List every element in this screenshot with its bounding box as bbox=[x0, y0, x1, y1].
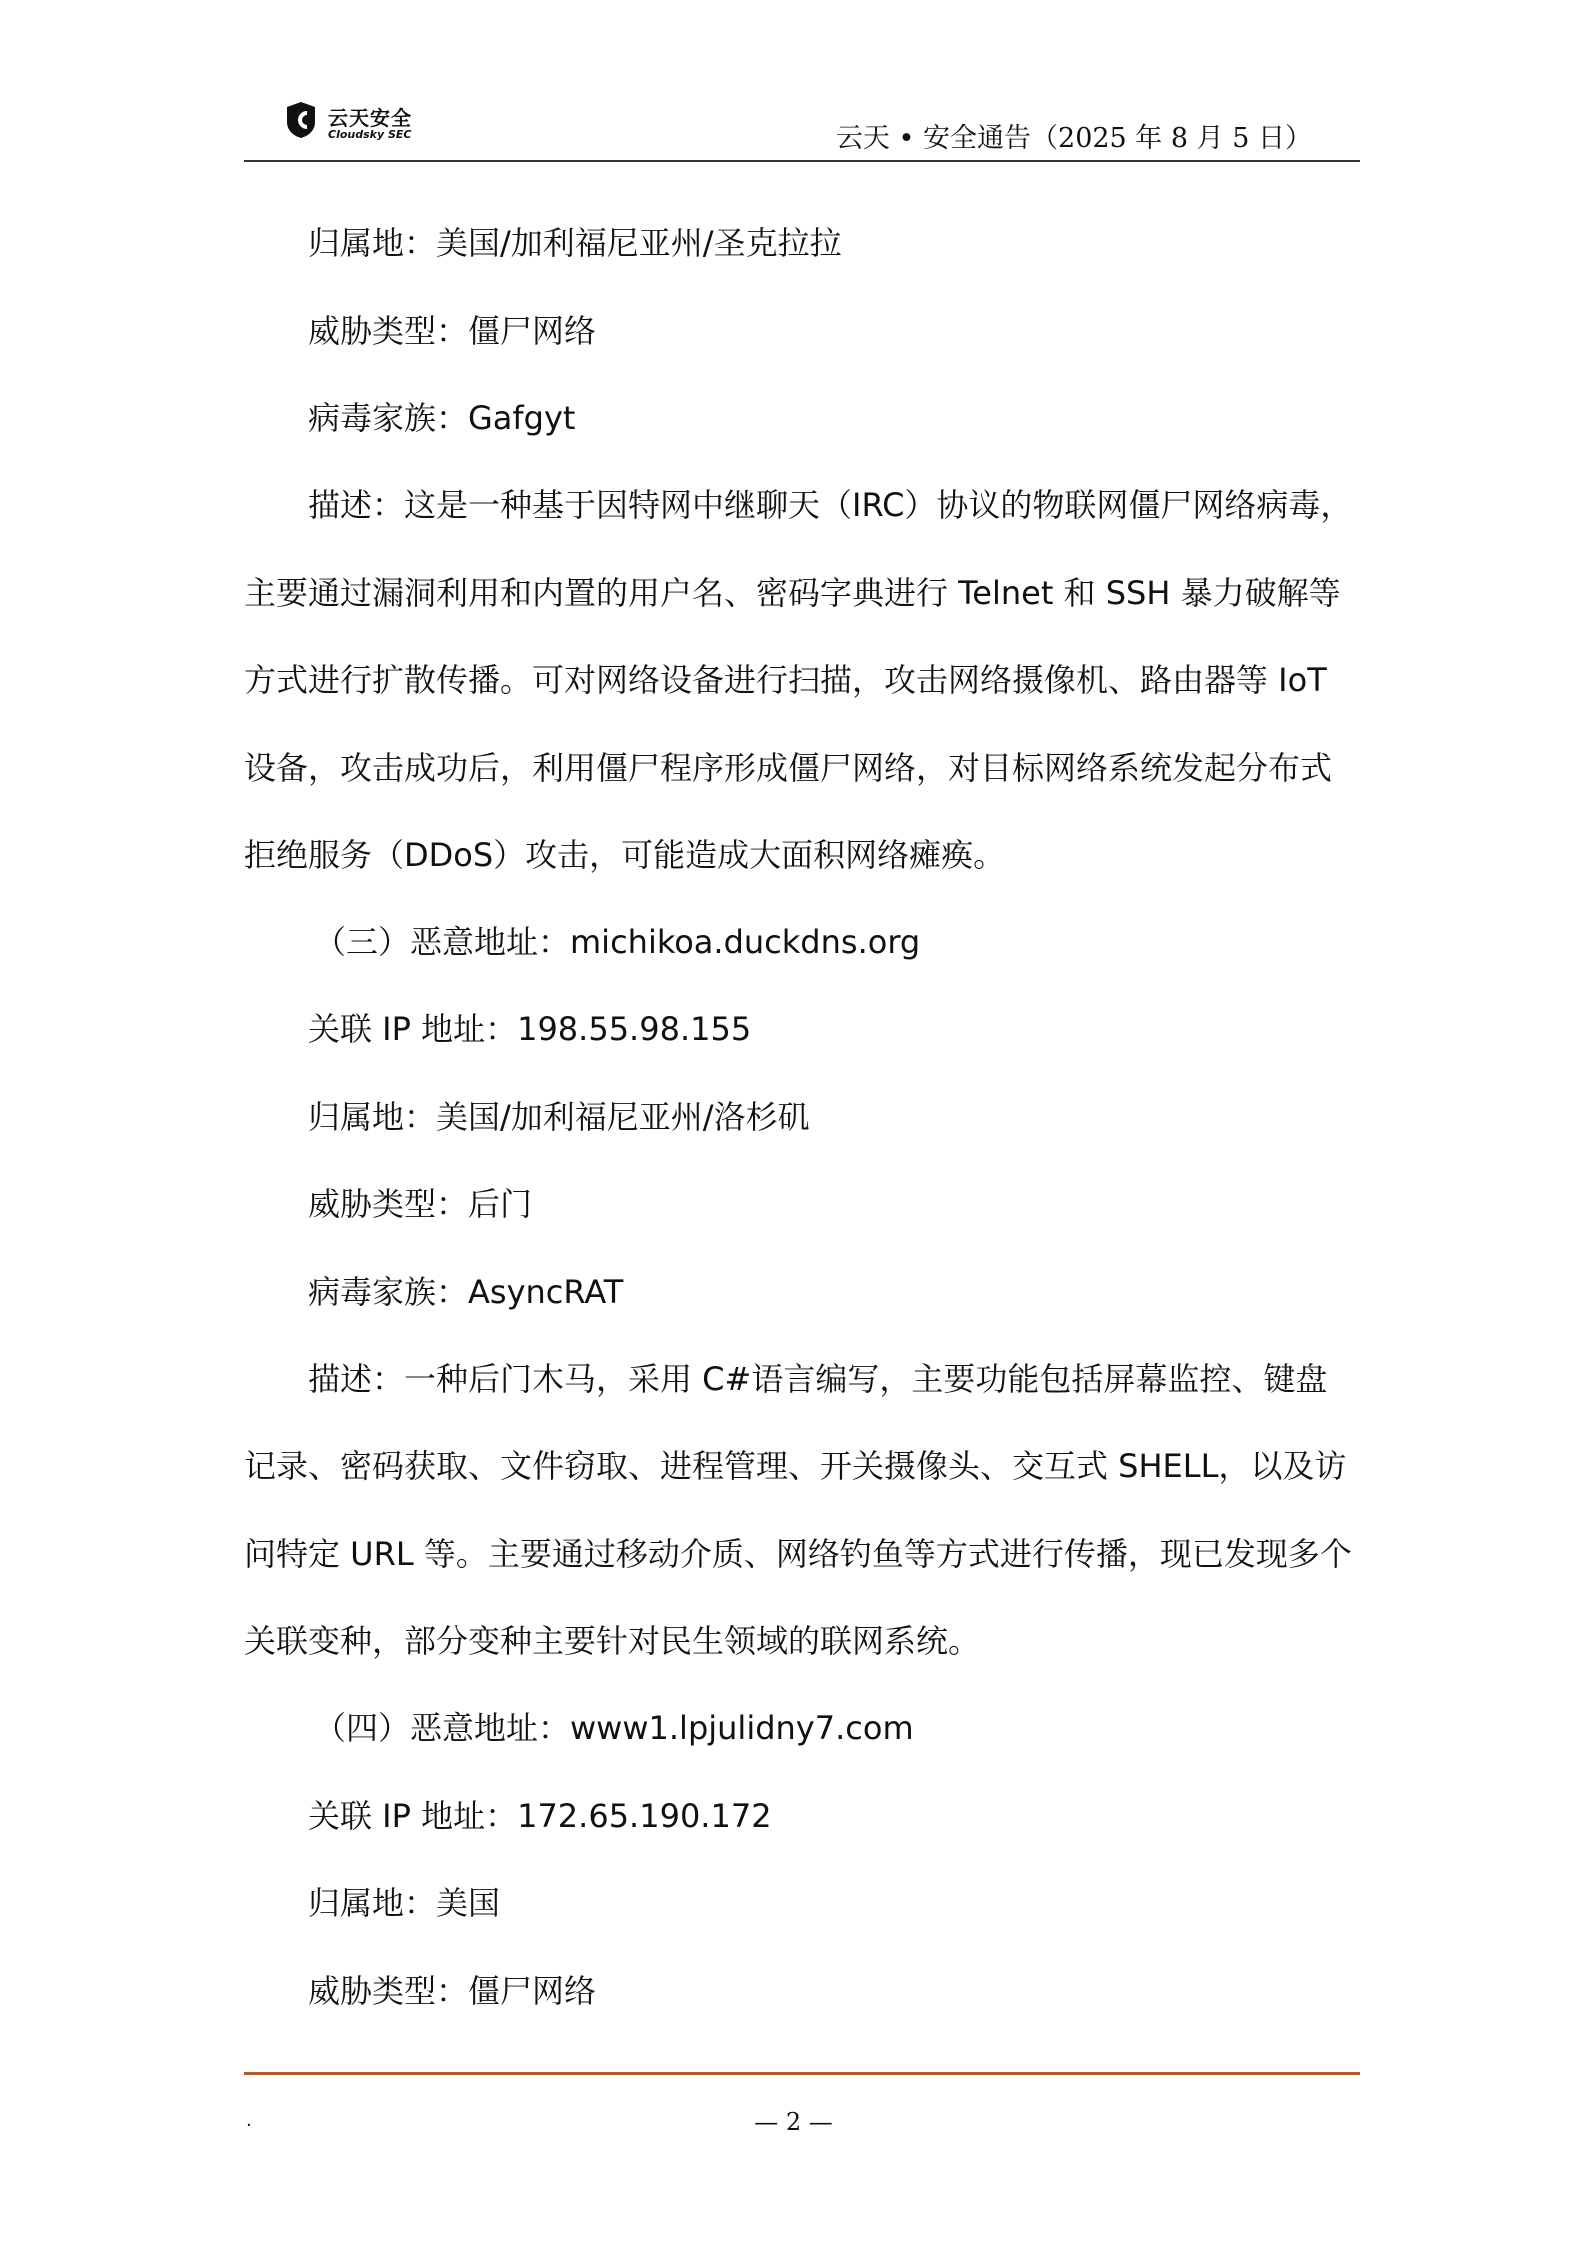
paragraph-line: 问特定 URL 等。主要通过移动介质、网络钓鱼等方式进行传播，现已发现多个 bbox=[244, 1535, 1352, 1573]
paragraph-line: 主要通过漏洞利用和内置的用户名、密码字典进行 Telnet 和 SSH 暴力破解等 bbox=[244, 574, 1341, 612]
footer-dot: . bbox=[246, 2110, 252, 2131]
page-number: — 2 — bbox=[754, 2108, 833, 2136]
paragraph-line: 威胁类型：后门 bbox=[308, 1185, 533, 1223]
paragraph-line: 归属地：美国/加利福尼亚州/洛杉矶 bbox=[308, 1098, 810, 1136]
paragraph-line: 拒绝服务（DDoS）攻击，可能造成大面积网络瘫痪。 bbox=[244, 836, 1006, 874]
paragraph-line: 病毒家族：AsyncRAT bbox=[308, 1273, 624, 1311]
paragraph-line: 归属地：美国 bbox=[308, 1884, 501, 1922]
paragraph-line: 描述：这是一种基于因特网中继聊天（IRC）协议的物联网僵尸网络病毒， bbox=[308, 486, 1353, 524]
company-logo bbox=[284, 100, 434, 146]
paragraph-line: 记录、密码获取、文件窃取、进程管理、开关摄像头、交互式 SHELL，以及访 bbox=[244, 1447, 1347, 1485]
paragraph-line: 方式进行扩散传播。可对网络设备进行扫描，攻击网络摄像机、路由器等 IoT bbox=[244, 661, 1327, 699]
section-heading: （四）恶意地址：www1.lpjulidny7.com bbox=[314, 1709, 914, 1747]
logo-text-cn: 云天安全 bbox=[328, 106, 412, 130]
paragraph-line: 威胁类型：僵尸网络 bbox=[308, 312, 597, 350]
paragraph-line: 归属地：美国/加利福尼亚州/圣克拉拉 bbox=[308, 224, 842, 262]
logo-text-en: Cloudsky SEC bbox=[328, 128, 412, 141]
paragraph-line: 关联 IP 地址：198.55.98.155 bbox=[308, 1010, 752, 1048]
paragraph-line: 设备，攻击成功后，利用僵尸程序形成僵尸网络，对目标网络系统发起分布式 bbox=[244, 749, 1333, 787]
bulletin-title: 云天 • 安全通告（2025 年 8 月 5 日） bbox=[835, 123, 1312, 154]
paragraph-line: 关联 IP 地址：172.65.190.172 bbox=[308, 1797, 772, 1835]
footer-rule bbox=[244, 2072, 1360, 2075]
paragraph-line: 威胁类型：僵尸网络 bbox=[308, 1972, 597, 2010]
shield-logo-icon bbox=[284, 100, 318, 140]
paragraph-line: 病毒家族：Gafgyt bbox=[308, 399, 576, 437]
paragraph-line: 描述：一种后门木马，采用 C#语言编写，主要功能包括屏幕监控、键盘 bbox=[308, 1360, 1328, 1398]
section-heading: （三）恶意地址：michikoa.duckdns.org bbox=[314, 923, 921, 961]
page-header bbox=[244, 96, 1360, 162]
paragraph-line: 关联变种，部分变种主要针对民生领域的联网系统。 bbox=[244, 1622, 981, 1660]
